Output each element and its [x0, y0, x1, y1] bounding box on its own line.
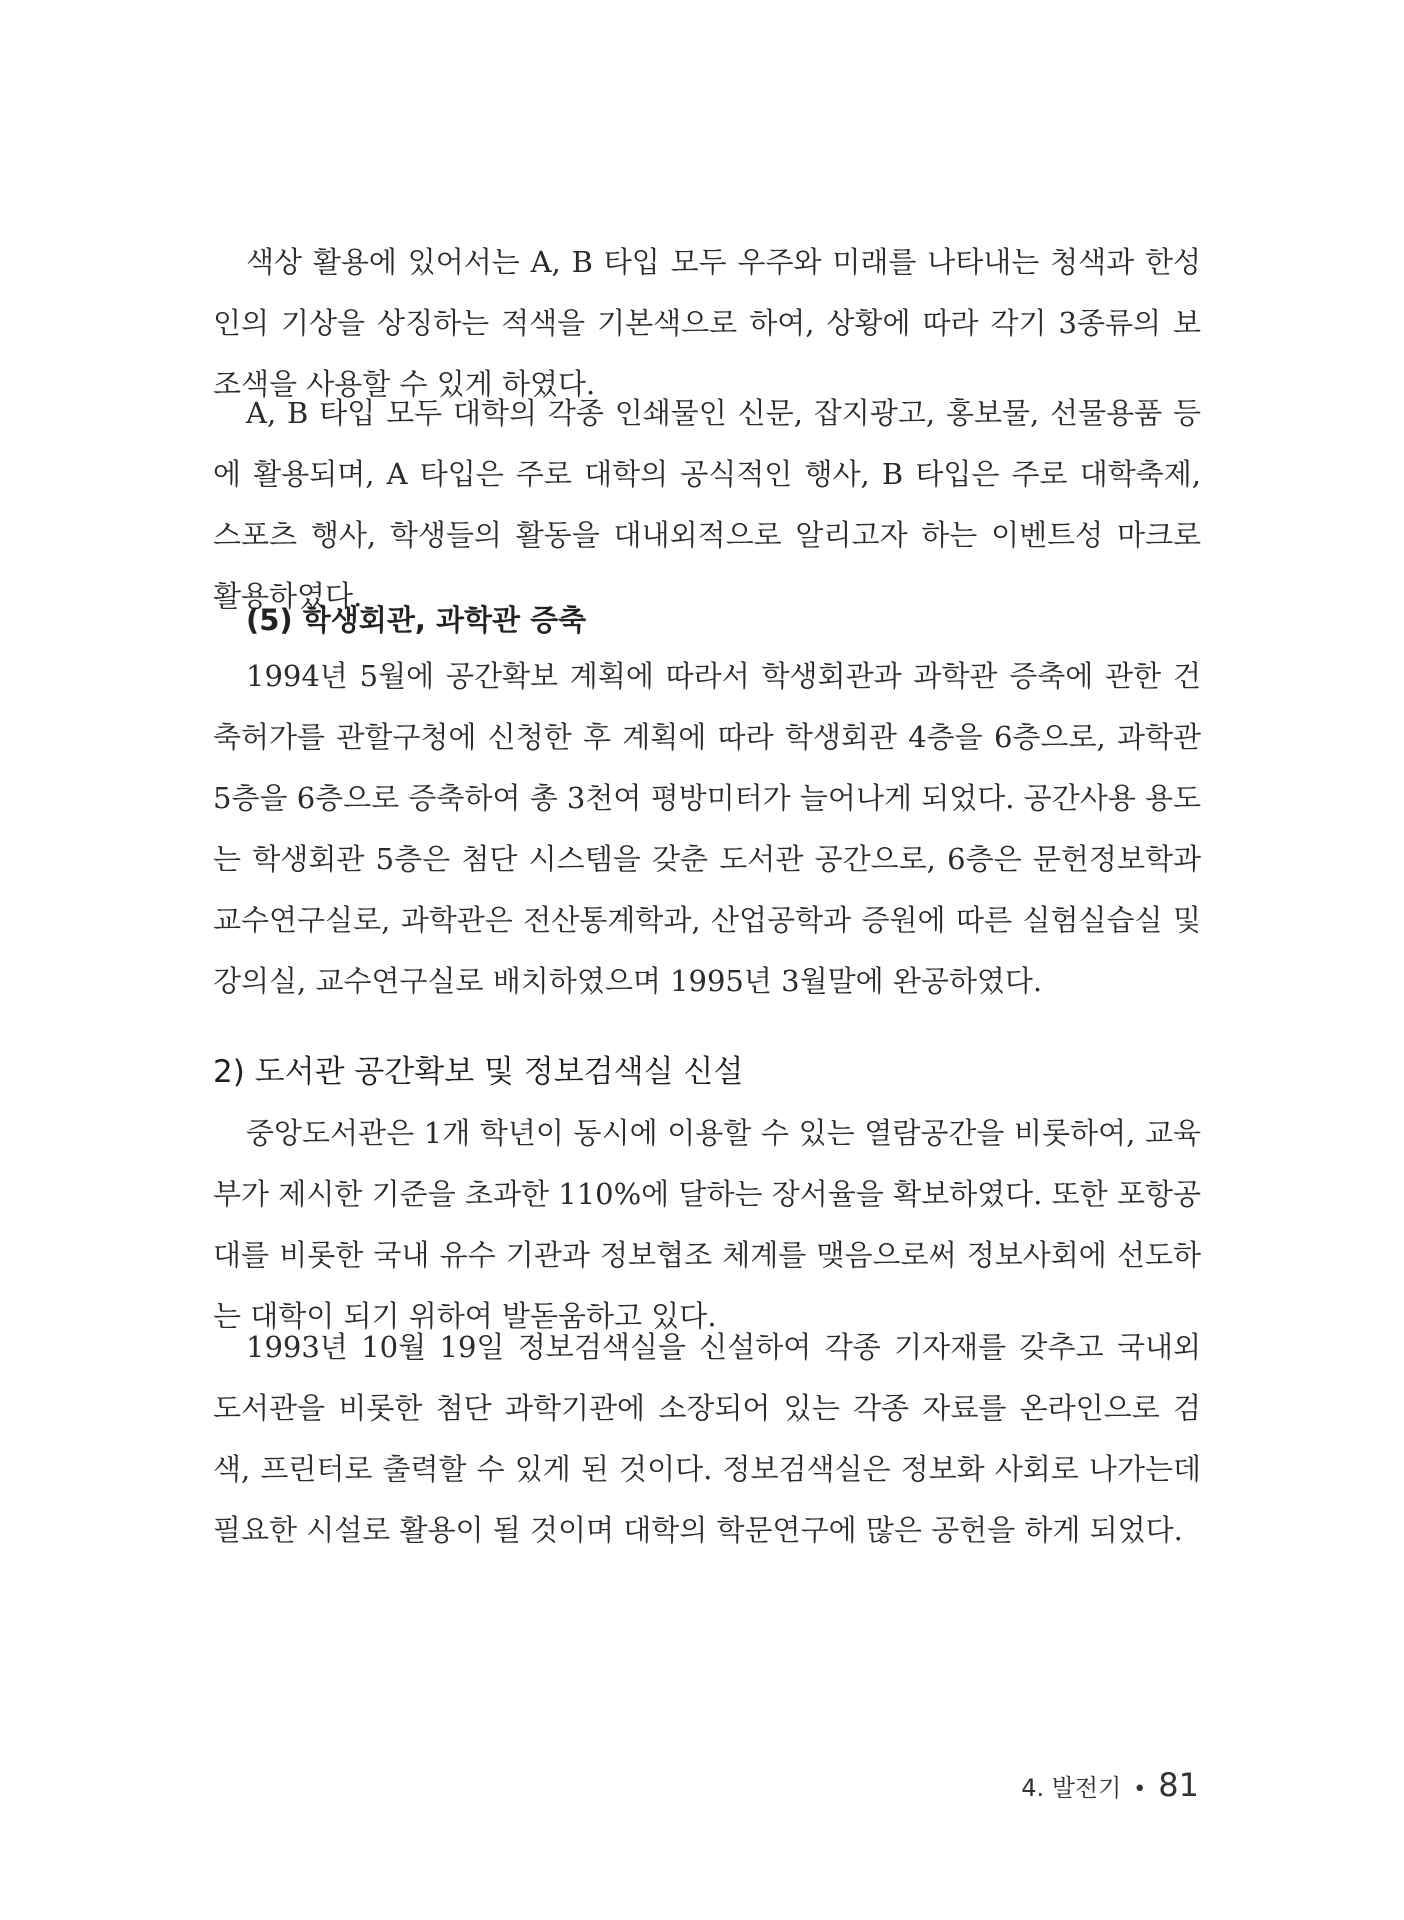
- paragraph-central-library: 중앙도서관은 1개 학년이 동시에 이용할 수 있는 열람공간을 비롯하여, 교육부가 제시한 기준을 초과한 110%에 달하는 장서율을 확보하였다. 또한 포항공대를 비롯한 국내 유수 기관과 정보협조 체계를 맺음으로써 정보사회에 선도하는 대학이 되기 위하여 발돋움하고 있다.: [213, 1116, 1201, 1333]
- paragraph-student-hall-extension: 1994년 5월에 공간확보 계획에 따라서 학생회관과 과학관 증축에 관한 건축허가를 관할구청에 신청한 후 계획에 따라 학생회관 4층을 6층으로, 과학관 5층을 6층으로 증축하여 총 3천여 평방미터가 늘어나게 되었다. 공간사용 용도는 학생회관 5층은 첨단 시스템을 갖춘 도서관 공간으로, 6층은 문헌정보학과 교수연구실로, 과학관은 전산통계학과, 산업공학과 증원에 따른 실험실습실 및 강의실, 교수연구실로 배치하였으며 1995년 3월말에 완공하였다.: [213, 659, 1201, 998]
- page-number: 81: [1158, 1766, 1199, 1804]
- chapter-label: 4. 발전기: [1021, 1774, 1122, 1802]
- section-heading-library: 2) 도서관 공간확보 및 정보검색실 신설: [213, 1054, 744, 1090]
- subsection-heading-student-hall: (5) 학생회관, 과학관 증축: [246, 603, 587, 637]
- paragraph-info-search-room: 1993년 10월 19일 정보검색실을 신설하여 각종 기자재를 갖추고 국내외 도서관을 비롯한 첨단 과학기관에 소장되어 있는 각종 자료를 온라인으로 검색, 프린터로 출력할 수 있게 된 것이다. 정보검색실은 정보화 사회로 나가는데 필요한 시설로 활용이 될 것이며 대학의 학문연구에 많은 공헌을 하게 되었다.: [213, 1330, 1201, 1547]
- bullet-separator: •: [1133, 1777, 1147, 1802]
- page-footer: [1021, 1766, 1199, 1804]
- paragraph-color-usage: 색상 활용에 있어서는 A, B 타입 모두 우주와 미래를 나타내는 청색과 한성인의 기상을 상징하는 적색을 기본색으로 하여, 상황에 따라 각기 3종류의 보조색을 사용할 수 있게 하였다.: [213, 245, 1201, 401]
- paragraph-type-usage: A, B 타입 모두 대학의 각종 인쇄물인 신문, 잡지광고, 홍보물, 선물용품 등에 활용되며, A 타입은 주로 대학의 공식적인 행사, B 타입은 주로 대학축제, 스포츠 행사, 학생들의 활동을 대내외적으로 알리고자 하는 이벤트성 마크로 활용하였다.: [213, 396, 1201, 613]
